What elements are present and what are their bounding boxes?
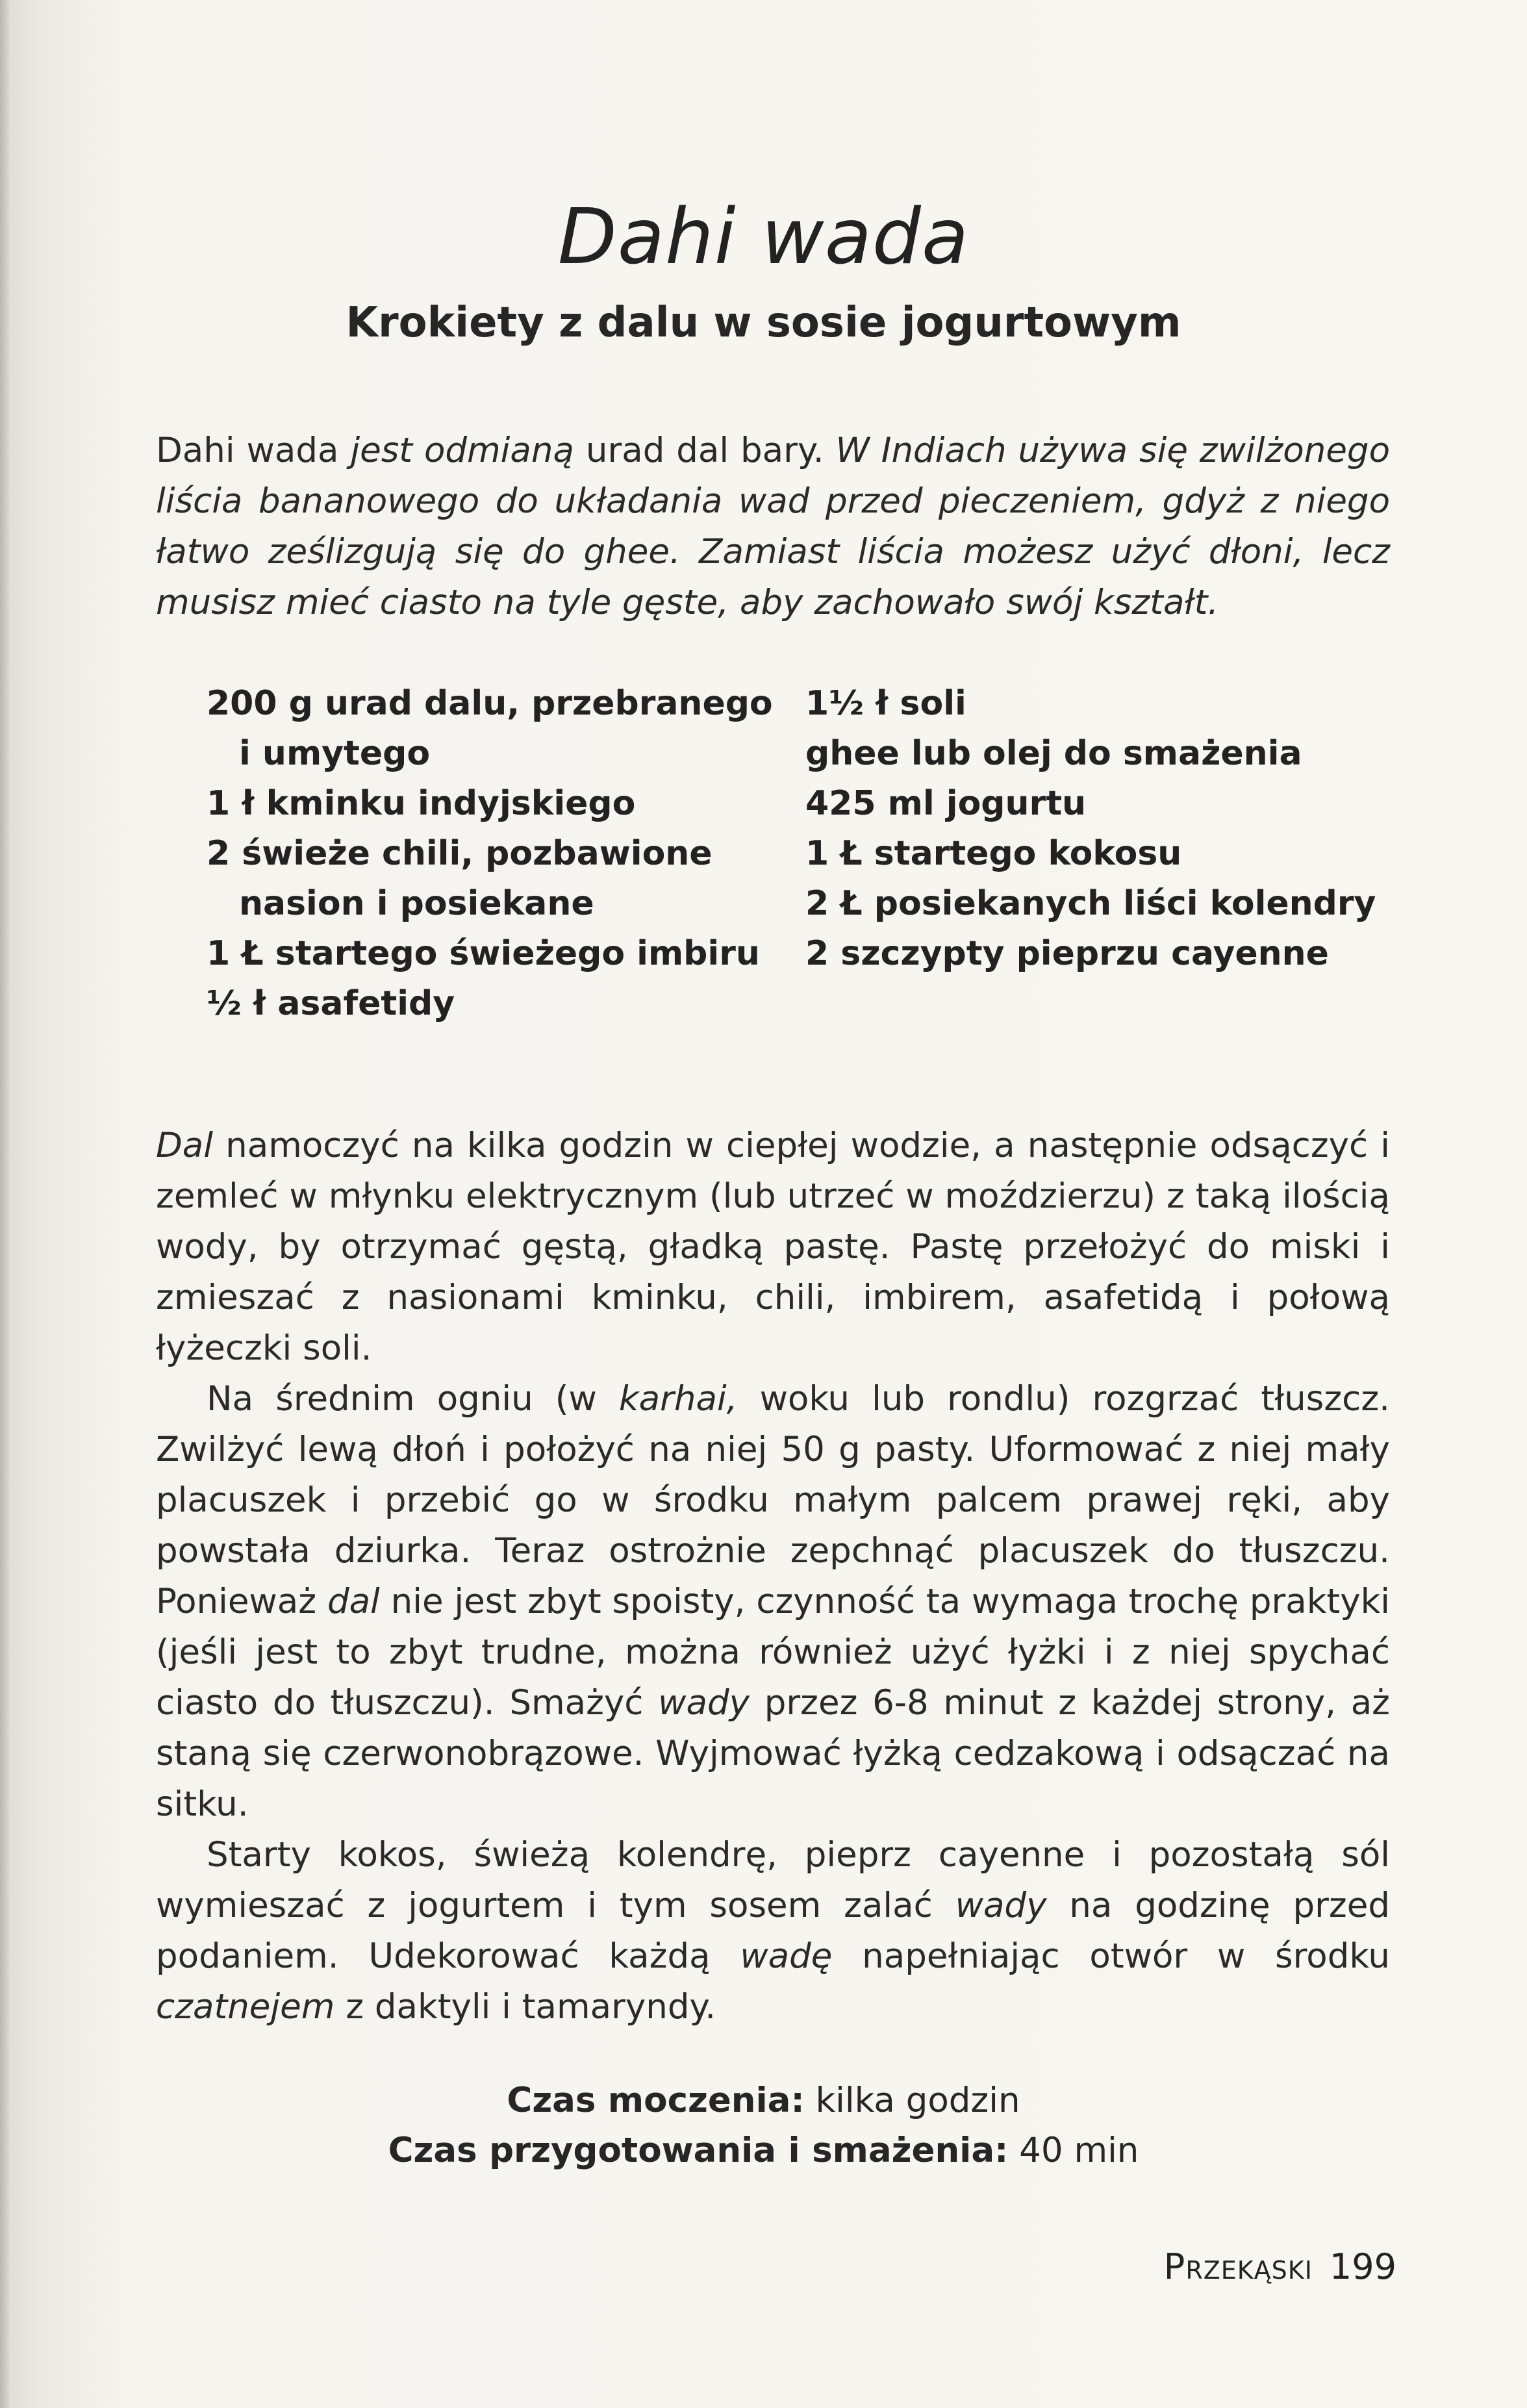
method-paragraph xyxy=(156,1374,1390,1830)
method-text: napełniając otwór w środku xyxy=(832,1936,1390,1976)
method-text-italic: czatnejem xyxy=(156,1987,335,2027)
method-text: namoczyć na kilka godzin w ciepłej wodzie, a następnie odsączyć i zemleć w młynku elektrycznym (lub utrzeć w moździerzu) z taką ilością wody, by otrzymać gęstą, gładką pastę. Pastę przełożyć do miski i zmieszać z nasionami kminku, chili, imbirem, asafetidą i połową łyżeczki soli. xyxy=(156,1126,1390,1368)
method-section xyxy=(156,1121,1390,2033)
method-text-italic: karhai, xyxy=(618,1379,738,1419)
ingredients-left-column xyxy=(207,679,778,1029)
method-text: Na średnim ogniu (w xyxy=(207,1379,619,1419)
method-text-italic: dal xyxy=(327,1582,380,1621)
intro-text-italic: jest odmianą xyxy=(350,431,574,470)
method-text: z daktyli i tamaryndy. xyxy=(334,1987,716,2027)
method-text: przez 6-8 minut z każdej strony, aż staną się czerwonobrązowe. Wyjmować łyżką cedzakową i odsączać na sitku. xyxy=(156,1683,1390,1824)
intro-text-italic: W Indiach używa się zwilżonego liścia bananowego do układania wad przed pieczeniem, gdyż z niego łatwo ześlizgują się do ghee. Zamiast liścia możesz użyć dłoni, lecz musisz mieć ciasto na tyle gęste, aby zachowało swój kształt. xyxy=(156,431,1390,622)
soak-time xyxy=(0,2075,1527,2125)
ingredient-item: 2 świeże chili, pozbawione nasion i posiekane xyxy=(207,834,713,923)
recipe-title: Dahi wada xyxy=(557,192,970,281)
ingredient-item: ½ ł asafetidy xyxy=(207,984,455,1023)
ingredient-item: ghee lub olej do smażenia xyxy=(805,734,1302,773)
method-text: nie jest zbyt spoisty, czynność ta wymaga trochę praktyki (jeśli jest to zbyt trudne, można również użyć łyżki i z niej spychać ciasto do tłuszczu). Smażyć xyxy=(156,1582,1390,1723)
method-text-italic: Dal xyxy=(156,1126,214,1165)
page-number: 199 xyxy=(1329,2246,1396,2287)
ingredient-item: 2 szczypty pieprzu cayenne xyxy=(805,934,1329,973)
method-text-italic: wady xyxy=(658,1683,750,1723)
ingredient-item: 1 Ł startego kokosu xyxy=(805,834,1182,873)
timing-info xyxy=(0,2075,1527,2175)
prep-time-label: Czas przygotowania i smażenia: xyxy=(388,2131,1009,2170)
recipe-subtitle: Krokiety z dalu w sosie jogurtowym xyxy=(346,299,1181,347)
soak-time-label: Czas moczenia: xyxy=(507,2081,805,2120)
page-footer xyxy=(1098,2246,1396,2287)
ingredient-item: 1 Ł startego świeżego imbiru xyxy=(207,934,760,973)
soak-time-value: kilka godzin xyxy=(804,2081,1020,2120)
prep-time-value: 40 min xyxy=(1008,2131,1139,2170)
intro-text: urad dal bary. xyxy=(574,431,836,470)
section-name: Przekąski xyxy=(1163,2246,1313,2287)
ingredient-item: 200 g urad dalu, przebranego i umytego xyxy=(207,684,773,773)
method-text: Starty kokos, świeżą kolendrę, pieprz cayenne i pozostałą sól wymieszać z jogurtem i tym sosem zalać xyxy=(156,1835,1390,1925)
method-text-italic: wady xyxy=(955,1886,1047,1925)
method-paragraph xyxy=(156,1830,1390,2033)
intro-text: Dahi wada xyxy=(156,431,351,470)
ingredient-item: 1½ ł soli xyxy=(805,684,966,723)
ingredient-item: 2 Ł posiekanych liści kolendry xyxy=(805,884,1376,923)
method-text: woku lub rondlu) rozgrzać tłuszcz. Zwilżyć lewą dłoń i położyć na niej 50 g pasty. Uformować z niej mały placuszek i przebić go w środku małym palcem prawej ręki, aby powstała dziurka. Teraz ostrożnie zepchnąć placuszek do tłuszczu. Ponieważ xyxy=(156,1379,1390,1621)
intro-paragraph xyxy=(156,425,1390,628)
ingredient-item: 425 ml jogurtu xyxy=(805,784,1087,823)
ingredients-right-column xyxy=(805,679,1390,979)
prep-time xyxy=(0,2125,1527,2175)
method-text: na godzinę przed podaniem. Udekorować każdą xyxy=(156,1886,1390,1976)
ingredient-item: 1 ł kminku indyjskiego xyxy=(207,784,636,823)
method-text-italic: wadę xyxy=(740,1936,833,1976)
method-paragraph xyxy=(156,1121,1390,1374)
